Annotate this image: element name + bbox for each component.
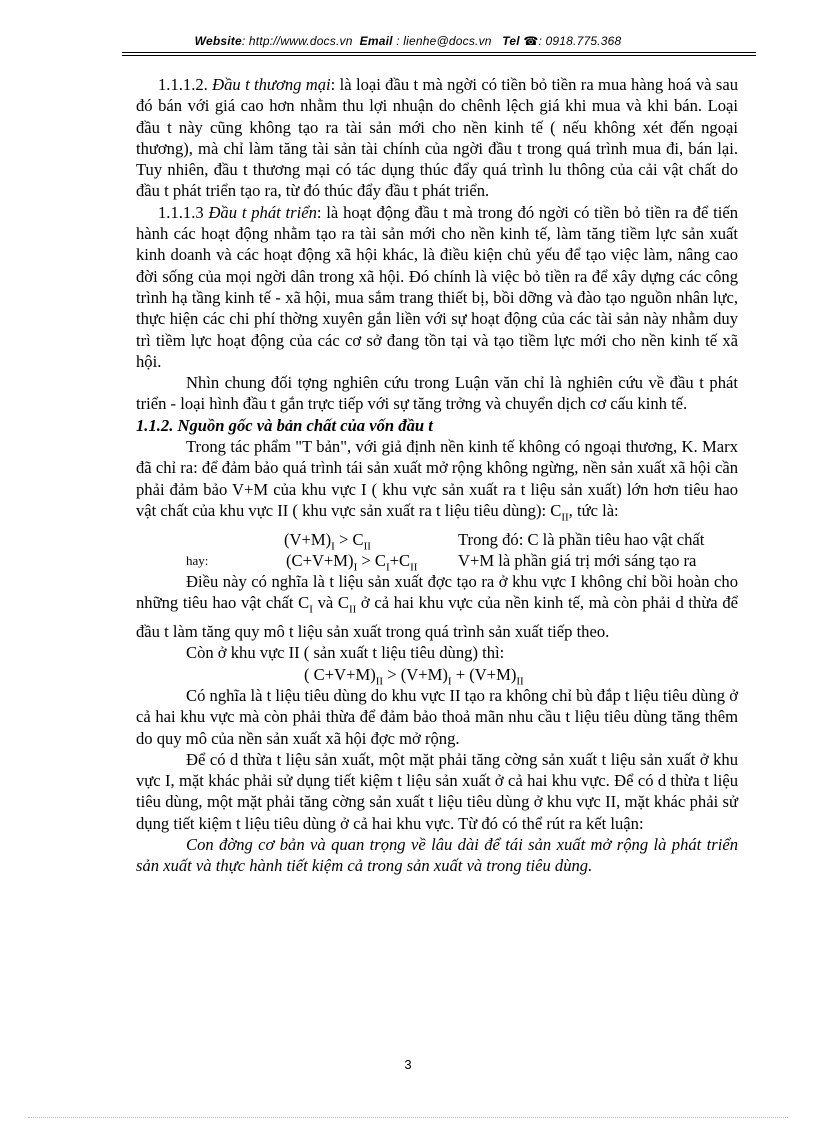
formula-expression: $(V+M)_I > C_{II}$ xyxy=(284,529,371,552)
formula-hay: hay: xyxy=(186,552,209,568)
subscript: II xyxy=(561,511,569,524)
paragraph-1-1-1-3 xyxy=(136,202,738,372)
formula-note: Trong đó: C là phần tiêu hao vật chất xyxy=(458,529,705,549)
document-body xyxy=(136,74,738,877)
header-rule-top xyxy=(122,52,756,53)
formula-3 xyxy=(136,664,738,685)
website-value: : http://www.docs.vn xyxy=(241,34,353,48)
section-number: 1.1.1.3 xyxy=(158,202,209,222)
tel-label: Tel xyxy=(502,34,520,48)
section-heading: 1.1.2. Nguồn gốc và bản chất của vốn đầu t xyxy=(136,415,433,435)
header-rule-bottom xyxy=(122,55,756,56)
paragraph-surplus: Để có d thừa t liệu sản xuất, một mặt phải tăng cờng sản xuất t liệu sản xuất ở khu vực I, mặt khác phải sử dụng tiết kiệm t liệu sản xuất ở cả hai khu vực. Để có d thừa t liệu tiêu dùng, một mặt phải tăng cờng sản xuất t liệu tiêu dùng ở khu vực II, mặt khác phải sử dụng tiết kiệm t liệu tiêu dùng ở cả hai khu vực. Từ đó có thể rút ra kết luận: xyxy=(136,749,738,833)
paragraph-text: : là hoạt động đầu t mà trong đó ngời có tiền bỏ tiền ra để tiến hành các hoạt động nhằm tạo ra tài sản mới cho nền kinh tế, làm tăng tiềm lực sản xuất kinh doanh và các hoạt động xã hội khác, là điều kiện chủ yếu để tạo việc làm, nâng cao đời sống của mọi ngời dân trong xã hội. Đó chính là việc bỏ tiền ra để xây dựng các công trình hạ tầng kinh tế - xã hội, mua sắm trang thiết bị, bồi dỡng và đào tạo nguồn nhân lực, thực hiện các chi phí thờng xuyên gắn liền với sự hoạt động của các tài sản này nhằm duy trì tiềm lực hoạt động của các cơ sở đang tồn tại và tạo tiềm lực mới cho nền kinh tế xã hội. xyxy=(136,202,738,371)
email-label: Email xyxy=(359,34,393,48)
website-label: Website xyxy=(194,34,242,48)
section-number: 1.1.1.2. xyxy=(158,75,213,94)
paragraph-summary: Nhìn chung đối tợng nghiên cứu trong Luận văn chỉ là nghiên cứu về đầu t phát triển - loại hình đầu t gắn trực tiếp với sự tăng trởng và chuyển dịch cơ cấu kinh tế. xyxy=(136,373,738,414)
section-term: Đầu t thương mại xyxy=(212,75,331,94)
formula-2 xyxy=(136,550,738,574)
formula-note: V+M là phần giá trị mới sáng tạo ra xyxy=(458,550,697,570)
paragraph-text: : là loại đầu t mà ngời có tiền bỏ tiền ra mua hàng hoá và sau đó bán với giá cao hơn nhằm thu lợi nhuận do chênh lệch giá khi mua và khi bán. Loại đầu t này cũng không tạo ra tài sản mới cho nền kinh tế ( nếu không xét đến ngoại thương), mà chỉ làm tăng tài sản tài chính của ngời đầu t trong quá trình mua đi, bán lại. Tuy nhiên, đầu t thương mại có tác dụng thúc đẩy quá trình lu thông của cải vật chất do đầu t phát triển tạo ra, từ đó thúc đẩy đầu t phát triển. xyxy=(136,75,738,201)
page-number: 3 xyxy=(404,1057,412,1072)
formula-expression: ( $C+V+M)_{II} > (V+M)_I + (V+M)_{II}$ xyxy=(304,664,524,687)
phone-icon: ☎ xyxy=(523,34,539,48)
formula-1 xyxy=(136,529,738,550)
paragraph-sector-2: Còn ở khu vực II ( sản xuất t liệu tiêu dùng) thì: xyxy=(186,643,505,663)
section-term: Đầu t phát triển xyxy=(208,202,317,222)
page-bottom-border xyxy=(28,1117,788,1118)
paragraph-marx xyxy=(136,436,738,529)
paragraph-text: Trong tác phẩm "T bản", với giả định nền kinh tế không có ngoại thương, K. Marx đã chỉ ra: để đảm bảo quá trình tái sản xuất mở rộng không ngừng, nền sản xuất xã hội cần phải đảm bảo V+M của khu vực I ( khu vực sản xuất ra t liệu sản xuất) lớn hơn tiêu hao vật chất của khu vực II ( khu vực sản xuất ra t liệu tiêu dùng): C xyxy=(136,437,738,520)
paragraph-1-1-1-2 xyxy=(136,74,738,202)
paragraph-meaning: Có nghĩa là t liệu tiêu dùng do khu vực II tạo ra không chỉ bù đắp t liệu tiêu dùng ở cả hai khu vực mà còn phải thừa để đảm bảo thoả mãn nhu cầu t liệu tiêu dùng tăng thêm do quy mô của nền sản xuất xã hội đợc mở rộng. xyxy=(136,685,738,748)
page-header xyxy=(0,34,816,48)
tel-value: : 0918.775.368 xyxy=(538,34,622,48)
paragraph-conclusion: Con đờng cơ bản và quan trọng về lâu dài để tái sản xuất mở rộng là phát triển sản xuất và thực hành tiết kiệm cả trong sản xuất và trong tiêu dùng. xyxy=(136,835,738,876)
formula-expression: $(C+V+M)_I > C_I+C_{II}$ xyxy=(286,550,418,574)
paragraph-sector-1: Điều này có nghĩa là t liệu sản xuất đợc tạo ra ở khu vực I không chỉ bồi hoàn cho những tiêu hao vật chất $C_I$ và $C_{II}$ ở cả hai khu vực của nền kinh tế, mà còn phải d thừa để đầu t làm tăng quy mô t liệu sản xuất trong quá trình sản xuất tiếp theo. xyxy=(136,572,738,642)
paragraph-text: , tức là: xyxy=(568,500,619,520)
email-value: : lienhe@docs.vn xyxy=(396,34,492,48)
